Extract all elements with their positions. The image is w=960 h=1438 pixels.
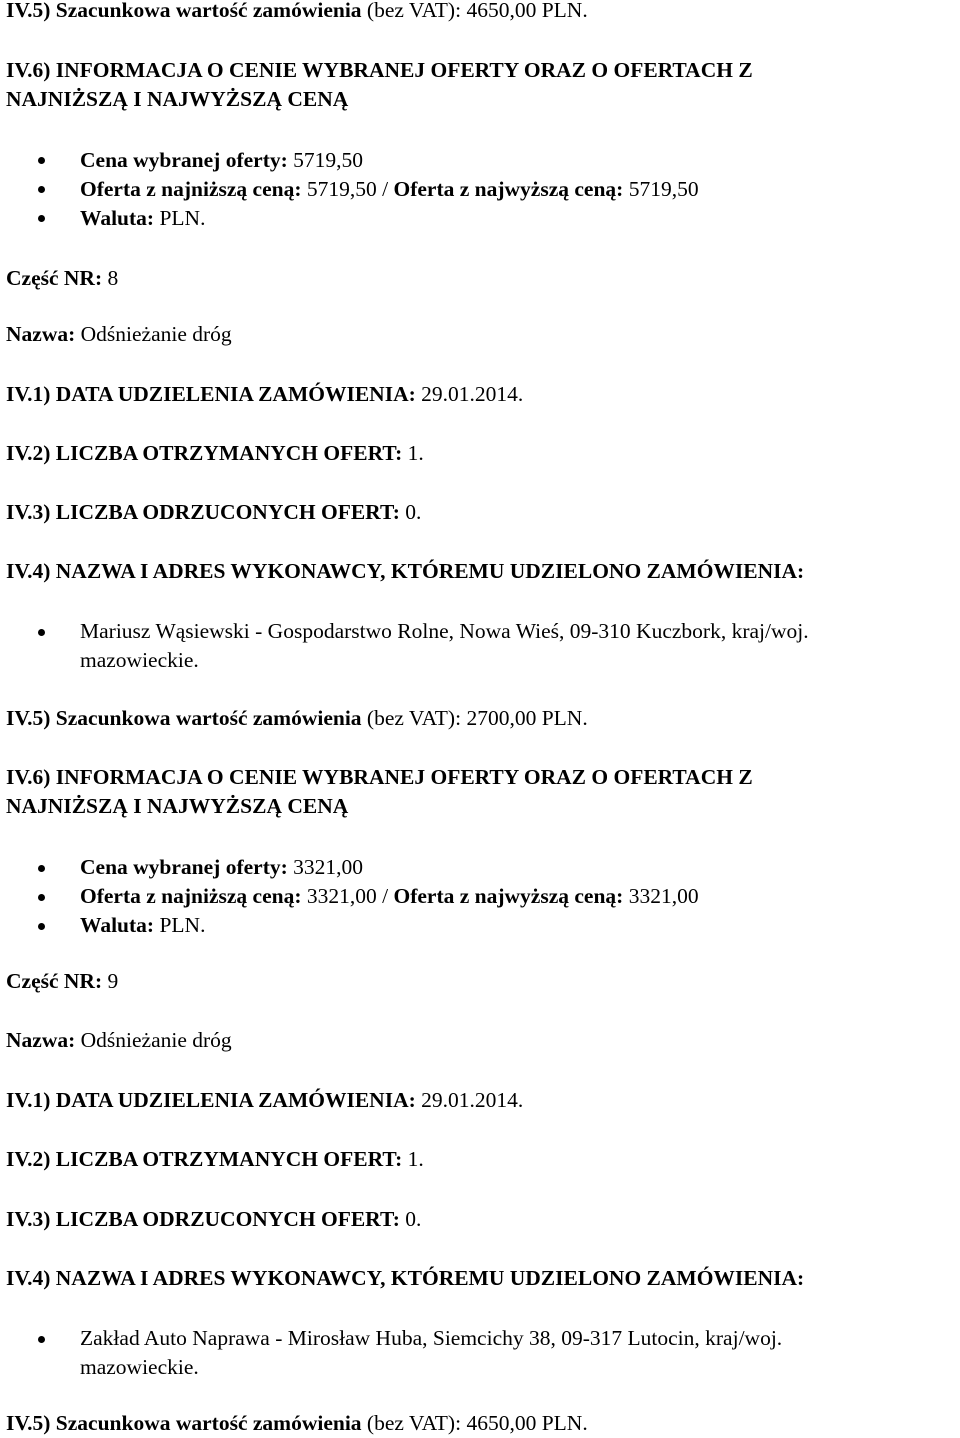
estimated-value: 4650,00 PLN. (466, 1411, 588, 1435)
currency-value: PLN. (154, 913, 206, 937)
award-date-value: 29.01.2014. (415, 1088, 524, 1112)
contractor-address: Zakład Auto Naprawa - Mirosław Huba, Siemcichy 38, 09-317 Lutocin, kraj/woj. (80, 1326, 783, 1350)
highest-price-label: Oferta z najwyższą ceną: (393, 884, 624, 908)
estimated-value-label: IV.5) Szacunkowa wartość zamówienia (6, 0, 362, 22)
bullet-icon (38, 157, 45, 164)
lowest-highest-price (80, 882, 699, 911)
bullet-icon (38, 865, 45, 872)
contractor-address-cont: mazowieckie. (80, 1355, 199, 1379)
highest-price-label: Oferta z najwyższą ceną: (393, 177, 624, 201)
part-number-8 (6, 264, 118, 293)
offers-rejected (6, 498, 421, 527)
estimated-value-label: IV.5) Szacunkowa wartość zamówienia (6, 706, 362, 730)
part-value: 8 (102, 266, 119, 290)
name-label: Nazwa: (6, 322, 76, 346)
lowest-price-label: Oferta z najniższą ceną: (80, 177, 302, 201)
award-date-label: IV.1) DATA UDZIELENIA ZAMÓWIENIA: (6, 382, 416, 406)
part-name (6, 1026, 232, 1055)
estimated-value-paren: (bez VAT): (361, 706, 467, 730)
contractor-address-cont: mazowieckie. (80, 648, 199, 672)
estimated-value-paren: (bez VAT): (361, 0, 467, 22)
chosen-offer-value: 3321,00 (287, 855, 364, 879)
currency-value: PLN. (154, 206, 206, 230)
price-info-heading-cont: NAJNIŻSZĄ I NAJWYŻSZĄ CENĄ (6, 87, 349, 111)
currency-label: Waluta: (80, 913, 155, 937)
offers-received-label: IV.2) LICZBA OTRZYMANYCH OFERT: (6, 441, 403, 465)
offers-rejected-label: IV.3) LICZBA ODRZUCONYCH OFERT: (6, 1207, 400, 1231)
name-value: Odśnieżanie dróg (75, 1028, 232, 1052)
offers-rejected-label: IV.3) LICZBA ODRZUCONYCH OFERT: (6, 500, 400, 524)
bullet-icon (38, 186, 45, 193)
currency-line (80, 204, 205, 233)
part-label: Część NR: (6, 969, 103, 993)
currency-label: Waluta: (80, 206, 155, 230)
award-date (6, 1086, 523, 1115)
name-value: Odśnieżanie dróg (75, 322, 232, 346)
bullet-icon (38, 923, 45, 930)
contractor-heading: IV.4) NAZWA I ADRES WYKONAWCY, KTÓREMU UDZIELONO ZAMÓWIENIA: (6, 1266, 805, 1290)
estimated-value-line (6, 704, 588, 733)
chosen-offer-label: Cena wybranej oferty: (80, 855, 288, 879)
estimated-value-line (6, 1409, 588, 1438)
price-info-heading: IV.6) INFORMACJA O CENIE WYBRANEJ OFERTY ORAZ O OFERTACH Z (6, 765, 753, 789)
highest-price-value: 5719,50 (623, 177, 699, 201)
award-date-value: 29.01.2014. (415, 382, 524, 406)
offers-rejected-value: 0. (399, 1207, 422, 1231)
part-label: Część NR: (6, 266, 103, 290)
offers-received-value: 1. (402, 441, 424, 465)
offers-rejected (6, 1205, 421, 1234)
chosen-offer-value: 5719,50 (287, 148, 364, 172)
offers-received (6, 439, 424, 468)
chosen-offer-label: Cena wybranej oferty: (80, 148, 288, 172)
bullet-icon (38, 215, 45, 222)
offers-received-value: 1. (402, 1147, 424, 1171)
contractor-heading: IV.4) NAZWA I ADRES WYKONAWCY, KTÓREMU UDZIELONO ZAMÓWIENIA: (6, 559, 805, 583)
estimated-value: 4650,00 PLN. (466, 0, 588, 22)
bullet-icon (38, 1336, 45, 1343)
part-number-9 (6, 967, 118, 996)
part-name (6, 320, 232, 349)
award-date (6, 380, 523, 409)
price-info-heading: IV.6) INFORMACJA O CENIE WYBRANEJ OFERTY ORAZ O OFERTACH Z (6, 58, 753, 82)
lowest-price-value: 3321,00 / (301, 884, 394, 908)
offers-received (6, 1145, 424, 1174)
award-date-label: IV.1) DATA UDZIELENIA ZAMÓWIENIA: (6, 1088, 416, 1112)
contractor-address: Mariusz Wąsiewski - Gospodarstwo Rolne, Nowa Wieś, 09-310 Kuczbork, kraj/woj. (80, 619, 809, 643)
estimated-value-line (6, 0, 588, 25)
offers-rejected-value: 0. (399, 500, 422, 524)
lowest-highest-price (80, 175, 699, 204)
bullet-icon (38, 894, 45, 901)
offers-received-label: IV.2) LICZBA OTRZYMANYCH OFERT: (6, 1147, 403, 1171)
name-label: Nazwa: (6, 1028, 76, 1052)
currency-line (80, 911, 205, 940)
price-info-heading-cont: NAJNIŻSZĄ I NAJWYŻSZĄ CENĄ (6, 794, 349, 818)
highest-price-value: 3321,00 (623, 884, 699, 908)
chosen-offer-price (80, 853, 363, 882)
estimated-value: 2700,00 PLN. (466, 706, 588, 730)
bullet-icon (38, 629, 45, 636)
part-value: 9 (102, 969, 119, 993)
estimated-value-paren: (bez VAT): (361, 1411, 467, 1435)
chosen-offer-price (80, 146, 363, 175)
lowest-price-value: 5719,50 / (301, 177, 394, 201)
lowest-price-label: Oferta z najniższą ceną: (80, 884, 302, 908)
estimated-value-label: IV.5) Szacunkowa wartość zamówienia (6, 1411, 362, 1435)
